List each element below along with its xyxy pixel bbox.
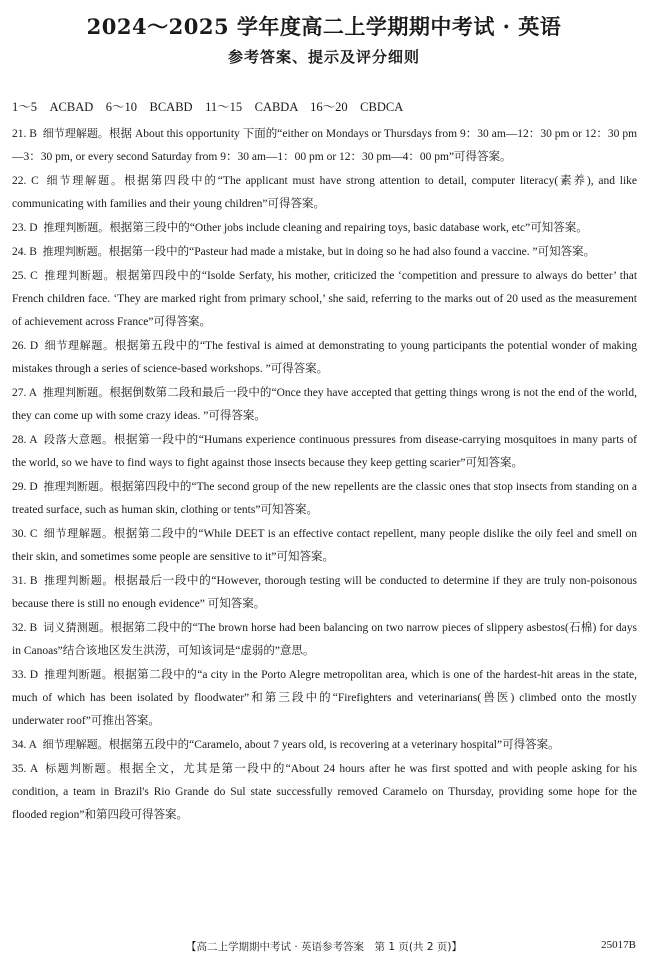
explanation-item (12, 616, 637, 663)
item-answer: 30. C (12, 528, 38, 540)
item-answer: 35. A (12, 763, 39, 775)
item-explanation-text: 根据第三段中的“Other jobs include cleaning and repairing toys, basic database work, etc”可知答案。 (109, 222, 588, 234)
item-answer: 32. B (12, 622, 38, 634)
item-explanation-text: 根据 About this opportunity 下面的“either on Mondays or Thursdays from 9：30 am—12：30 pm or 12：30 pm—3：30 pm, or every second Saturday from 9：30 am—1：00 pm or 12：30 pm—4：00 pm”可得答案。 (12, 128, 638, 163)
item-explanation-text: 根据全文，尤其是第一段中的“About 24 hours after he was first spotted and with people asking for his condition, a team in Brazil's Rio Grande do Sul state successfully removed Caramelo on Thursday, providing some hope for the flooded region”和第四段可得答案。 (12, 763, 638, 821)
item-answer: 29. D (12, 481, 38, 493)
item-explanation-text: 根据第二段中的“The brown horse had been balancing on two narrow pieces of slippery asbestos(石棉) for days in Canoas”结合该地区发生洪涝，可知该词是“虚弱的”意思。 (12, 622, 638, 657)
item-explanation-text: 根据第二段中的“a city in the Porto Alegre metropolitan area, which is one of the hardest-hit areas in the state, much of which has been isolated by floodwater”和第三段中的“Firefighters and veterinarians(兽医) climbed onto the mostly underwater roof”可推出答案。 (12, 669, 638, 727)
multiple-choice-answers: 1～5 ACBAD 6～10 BCABD 11～15 CABDA 16～20 CBDCA (12, 100, 404, 114)
explanation-item (12, 733, 637, 757)
explanation-item (12, 475, 637, 522)
item-answer: 25. C (12, 270, 38, 282)
explanation-item (12, 240, 637, 264)
item-question-type: 标题判断题。 (43, 762, 120, 775)
item-explanation-text: 根据倒数第二段和最后一段中的“Once they have accepted that getting things wrong is not the end of the world, they can come up with some crazy ideas. ”可得答案。 (12, 387, 638, 422)
item-question-type: 推理判断题。 (43, 668, 114, 681)
item-explanation-text: 根据第四段中的“The applicant must have strong attention to detail, computer literacy(素养), and like communicating with families and their young children”可得答案。 (12, 175, 637, 210)
item-question-type: 细节理解题。 (44, 174, 124, 187)
item-question-type: 细节理解题。 (43, 527, 114, 540)
item-question-type: 推理判断题。 (43, 480, 111, 493)
explanation-item (12, 334, 637, 381)
item-explanation-text: 根据第五段中的“The festival is aimed at demonstrating to young participants the potential wonder of making mistakes through a series of science-based workshops. ”可得答案。 (12, 340, 637, 375)
item-answer: 33. D (12, 669, 39, 681)
explanation-item (12, 428, 637, 475)
explanation-item (12, 663, 637, 733)
explanation-item (12, 264, 637, 334)
explanation-item (12, 757, 637, 827)
item-answer: 31. B (12, 575, 38, 587)
item-explanation-text: 根据最后一段中的“However, thorough testing will be conducted to determine if they are truly non-poisonous because there is still no enough evidence” 可知答案。 (12, 575, 638, 610)
item-explanation-text: 根据第四段中的“The second group of the new repellents are the classic ones that stop insects from standing on a treated surface, such as human skin, clothing or tents”可知答案。 (12, 481, 638, 516)
explanation-item (12, 569, 637, 616)
explanation-item (12, 381, 637, 428)
item-answer: 27. A (12, 387, 38, 399)
item-question-type: 细节理解题。 (42, 738, 109, 751)
item-question-type: 词义猜测题。 (42, 621, 111, 634)
page-subtitle: 参考答案、提示及评分细则 (227, 48, 420, 66)
item-explanation-text: 根据第一段中的“Humans experience continuous pressures from disease-carrying mosquitoes in many parts of the world, so we have to find ways to fight against those insects because they keep getting scarier”可知答案。 (12, 434, 637, 469)
answer-explanations (12, 122, 637, 827)
item-answer: 28. A (12, 434, 38, 446)
item-answer: 34. A (12, 739, 37, 751)
item-question-type: 推理判断题。 (43, 574, 115, 587)
explanation-item (12, 169, 637, 216)
item-question-type: 推理判断题。 (43, 221, 110, 234)
item-answer: 24. B (12, 246, 37, 258)
item-question-type: 推理判断题。 (43, 269, 116, 282)
item-explanation-text: 根据第一段中的“Pasteur had made a mistake, but in doing so he had also found a vaccine. ”可知答案。 (108, 246, 596, 258)
paper-code: 25017B (601, 939, 636, 951)
item-question-type: 细节理解题。 (43, 339, 115, 352)
explanation-item (12, 216, 637, 240)
item-explanation-text: 根据第四段中的“Isolde Serfaty, his mother, criticized the ‘competition and pressure to always do better’ that French children face. ‘They are marked right from primary school,’ she said, referring to the marks out of 20 used as the measurement of achievement across France”可得答案。 (12, 270, 638, 328)
item-answer: 26. D (12, 340, 39, 352)
page-title: 2024～2025 学年度高二上学期期中考试 · 英语 (86, 14, 562, 39)
item-question-type: 段落大意题。 (43, 433, 114, 446)
item-explanation-text: 根据第二段中的“While DEET is an effective contact repellent, many people dislike the oily feel and smell on their skin, and sometimes some people are sensitive to it”可知答案。 (12, 528, 638, 563)
item-answer: 21. B (12, 128, 37, 140)
item-explanation-text: 根据第五段中的“Caramelo, about 7 years old, is recovering at a veterinary hospital”可得答案。 (108, 739, 560, 751)
item-question-type: 推理判断题。 (42, 386, 110, 399)
explanation-item (12, 522, 637, 569)
item-answer: 22. C (12, 175, 39, 187)
item-answer: 23. D (12, 222, 38, 234)
page-footer: 【高二上学期期中考试 · 英语参考答案 第 1 页(共 2 页)】 (186, 941, 462, 953)
item-question-type: 推理判断题。 (42, 245, 109, 258)
explanation-item (12, 122, 637, 169)
item-question-type: 细节理解题。 (42, 127, 109, 140)
